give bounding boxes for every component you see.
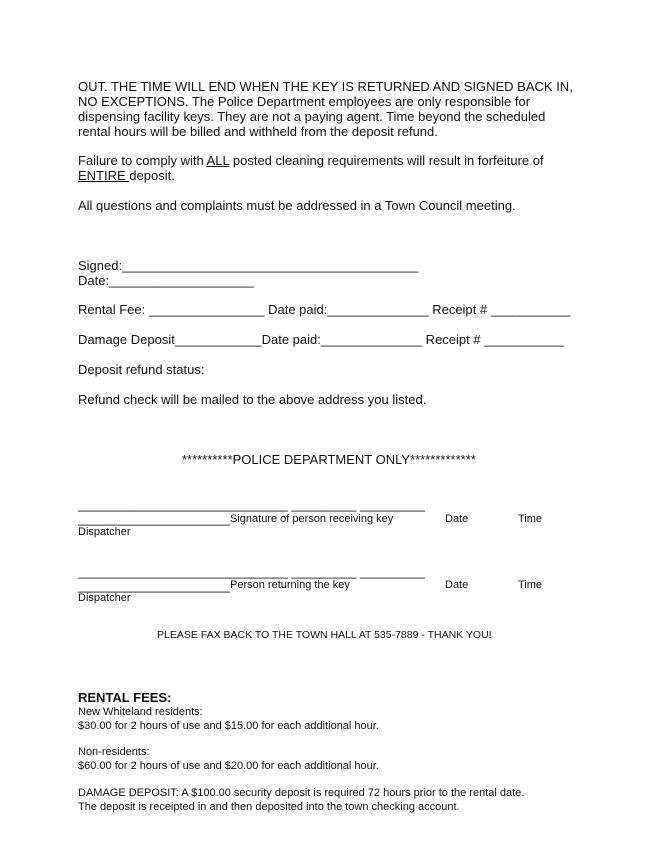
key-out-signature-lines: _____________________________ _________ _________ — [78, 497, 426, 512]
refund-mail-note: Refund check will be mailed to the above address you listed. — [78, 392, 427, 407]
refund-status-label: Deposit refund status: — [78, 362, 205, 377]
key-return-dispatcher-line: _____________________ — [78, 578, 230, 593]
fax-note: PLEASE FAX BACK TO THE TOWN HALL AT 535-7889 - THANK YOU! — [157, 629, 492, 641]
rules-line-2: NO EXCEPTIONS. The Police Department employees are only responsible for — [78, 94, 531, 109]
key-out-label: Signature of person receiving key — [230, 513, 394, 525]
rules-line-3: dispensing facility keys. They are not a paying agent. Time beyond the scheduled — [78, 109, 546, 124]
key-return-signature-lines: _____________________________ _________ _________ — [78, 564, 426, 579]
cleaning-deposit: deposit. — [129, 168, 175, 183]
key-return-date-label: Date — [445, 579, 469, 591]
cleaning-all: ALL — [206, 153, 230, 168]
rental-fee-field: Rental Fee: ________________ Date paid:______________ Receipt # ___________ — [78, 302, 571, 317]
key-out-time-label: Time — [518, 513, 543, 525]
cleaning-entire: ENTIRE — [78, 168, 130, 183]
cleaning-line-1 — [78, 153, 544, 168]
key-out-date-label: Date — [445, 513, 469, 525]
rental-fees-heading: RENTAL FEES: — [78, 690, 172, 705]
residents-fee: $30.00 for 2 hours of use and $15.00 for each additional hour. — [78, 720, 379, 732]
complaints-line: All questions and complaints must be addressed in a Town Council meeting. — [78, 198, 516, 213]
rules-line-4: rental hours will be billed and withheld from the deposit refund. — [78, 124, 438, 139]
police-heading: **********POLICE DEPARTMENT ONLY************* — [182, 452, 476, 467]
key-return-time-label: Time — [518, 579, 543, 591]
damage-deposit-line-1: DAMAGE DEPOSIT: A $100.00 security deposit is required 72 hours prior to the rental date. — [78, 787, 525, 799]
key-return-label: Person returning the key — [230, 579, 350, 591]
key-out-dispatcher-label: Dispatcher — [78, 526, 131, 538]
key-return-dispatcher-label: Dispatcher — [78, 592, 131, 604]
cleaning-suffix: posted cleaning requirements will result in forfeiture of — [229, 153, 544, 168]
date-field: Date:____________________ — [78, 273, 254, 288]
residents-label: New Whiteland residents: — [78, 706, 203, 718]
rules-line-1: OUT. THE TIME WILL END WHEN THE KEY IS RETURNED AND SIGNED BACK IN, — [78, 79, 573, 94]
damage-deposit-field: Damage Deposit____________Date paid:______________ Receipt # ___________ — [78, 332, 564, 347]
cleaning-line-2 — [78, 168, 175, 183]
signed-field: Signed:_________________________________________ — [78, 258, 419, 273]
key-out-dispatcher-line: _____________________ — [78, 511, 230, 526]
nonresidents-label: Non-residents: — [78, 746, 150, 758]
cleaning-prefix: Failure to comply with — [78, 153, 207, 168]
nonresidents-fee: $60.00 for 2 hours of use and $20.00 for each additional hour. — [78, 760, 379, 772]
damage-deposit-line-2: The deposit is receipted in and then deposited into the town checking account. — [78, 801, 460, 813]
